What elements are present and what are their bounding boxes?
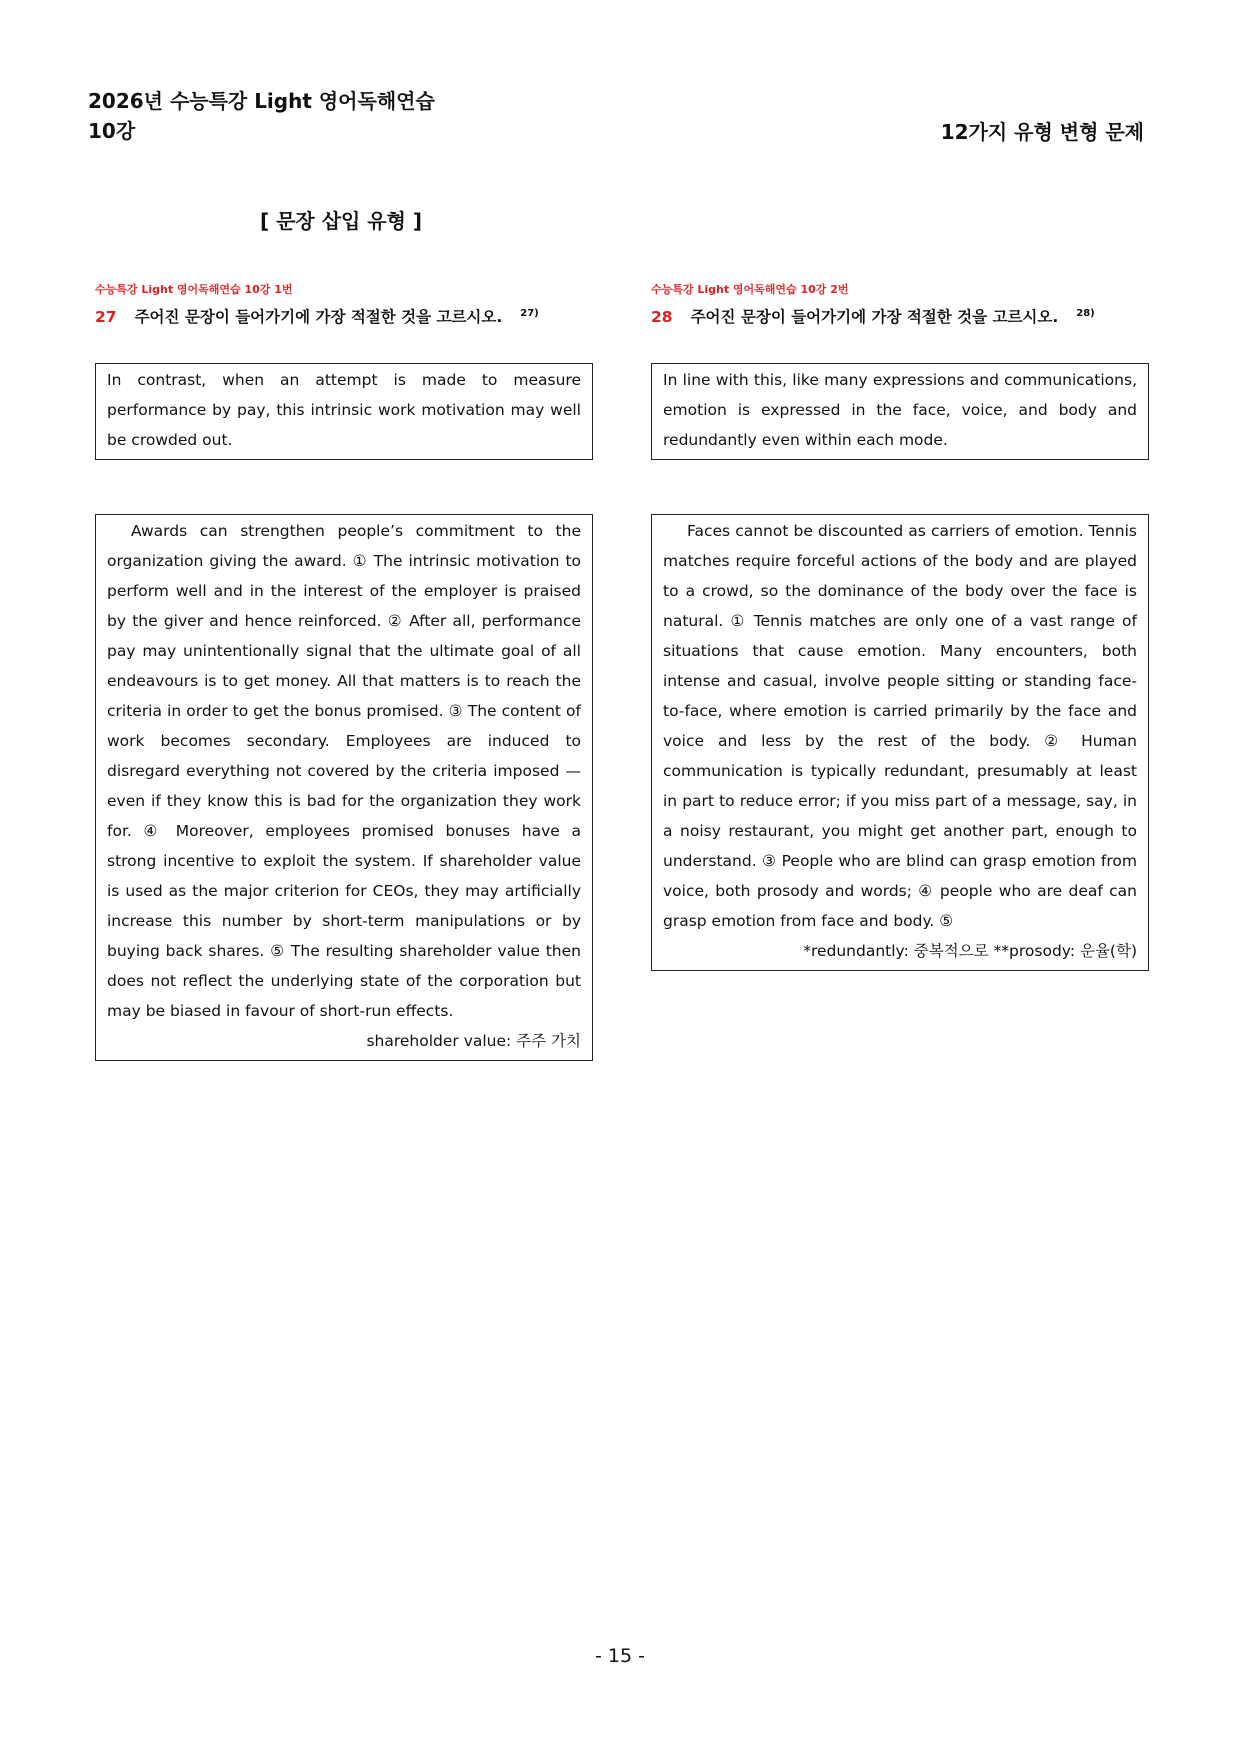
question-number: 27	[95, 308, 117, 326]
footnote-marker: 28)	[1076, 307, 1095, 319]
header-title: 2026년 수능특강 Light 영어독해연습	[88, 89, 435, 113]
question-instruction: 주어진 문장이 들어가기에 가장 적절한 것을 고르시오.	[690, 308, 1059, 326]
question-heading	[95, 305, 593, 327]
footnote-marker: 27)	[520, 307, 539, 319]
passage-text: Awards can strengthen people’s commitment to the organization giving the award. ① The intrinsic motivation to perform well and in the interest of the employer is praised by the giver and hence reinforced. ② After all, performance pay may unintentionally signal that the ultimate goal of all endeavours is to get money. All that matters is to reach the criteria in order to get the bonus promised. ③ The content of work becomes secondary. Employees are induced to disregard everything not covered by the criteria imposed — even if they know this is bad for the organization they work for. ④ Moreover, employees promised bonuses have a strong incentive to exploit the system. If shareholder value is used as the major criterion for CEOs, they may artificially increase this number by short-term manipulations or by buying back shares. ⑤ The resulting shareholder value then does not reflect the underlying state of the corporation but may be biased in favour of short-run effects.	[107, 522, 581, 1020]
given-sentence-box	[95, 363, 593, 460]
header-right-title: 12가지 유형 변형 문제	[940, 120, 1144, 144]
question-27	[95, 281, 593, 1061]
header-lesson: 10강	[88, 119, 136, 143]
document-header	[88, 86, 435, 146]
question-source: 수능특강 Light 영어독해연습 10강 1번	[95, 283, 293, 296]
passage-text: Faces cannot be discounted as carriers of emotion. Tennis matches require forceful actions of the body and are played to a crowd, so the dominance of the body over the face is natural. ① Tennis matches are only one of a vast range of situations that cause emotion. Many encounters, both intense and casual, involve people sitting or standing face-to-face, where emotion is carried primarily by the face and voice and less by the rest of the body. ② Human communication is typically redundant, presumably at least in part to reduce error; if you miss part of a message, say, in a noisy restaurant, you might get another part, enough to understand. ③ People who are blind can grasp emotion from voice, both prosody and words; ④ people who are deaf can grasp emotion from face and body. ⑤	[663, 522, 1137, 930]
passage-box	[651, 514, 1149, 971]
vocabulary-gloss: shareholder value: 주주 가치	[366, 1032, 581, 1050]
question-number: 28	[651, 308, 673, 326]
question-instruction: 주어진 문장이 들어가기에 가장 적절한 것을 고르시오.	[134, 308, 503, 326]
vocabulary-gloss: *redundantly: 중복적으로 **prosody: 운율(학)	[803, 942, 1137, 960]
passage-box	[95, 514, 593, 1061]
given-sentence: In contrast, when an attempt is made to measure performance by pay, this intrinsic work motivation may well be crowded out.	[107, 371, 581, 449]
given-sentence: In line with this, like many expressions and communications, emotion is expressed in the face, voice, and body and redundantly even within each mode.	[663, 371, 1137, 449]
section-title: [ 문장 삽입 유형 ]	[260, 209, 423, 233]
given-sentence-box	[651, 363, 1149, 460]
question-28	[651, 281, 1149, 971]
page-number: - 15 -	[595, 1645, 645, 1667]
question-source: 수능특강 Light 영어독해연습 10강 2번	[651, 283, 849, 296]
question-heading	[651, 305, 1149, 327]
